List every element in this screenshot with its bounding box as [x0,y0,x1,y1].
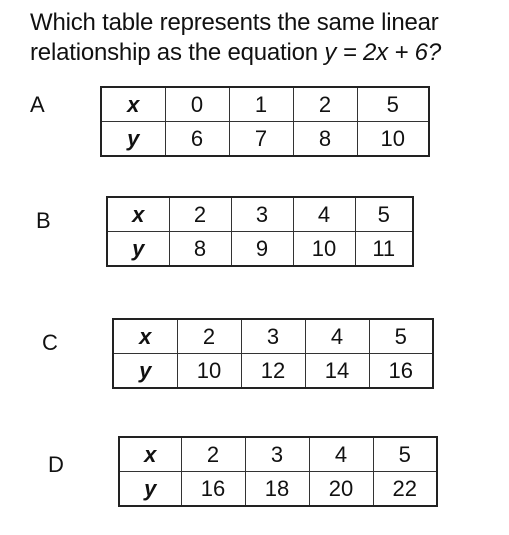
x-cell: 5 [357,87,429,122]
option-b-table [106,196,414,267]
table-row-y [113,354,433,389]
y-cell: 16 [181,472,245,507]
y-header: y [107,232,169,267]
y-cell: 18 [245,472,309,507]
y-header: y [113,354,177,389]
question-line-1: Which table represents the same linear [30,9,439,36]
table-row-x [101,87,429,122]
equation: y = 2x + 6? [324,39,441,66]
x-cell: 3 [245,437,309,472]
option-b-letter: B [36,208,51,233]
option-a-table [100,86,430,157]
y-cell: 14 [305,354,369,389]
y-header: y [119,472,181,507]
y-cell: 8 [169,232,231,267]
x-cell: 2 [293,87,357,122]
question-text [30,8,500,68]
x-cell: 5 [369,319,433,354]
x-cell: 4 [309,437,373,472]
y-cell: 6 [165,122,229,157]
table-row-x [107,197,413,232]
x-cell: 2 [177,319,241,354]
y-cell: 16 [369,354,433,389]
table-row-y [107,232,413,267]
option-a-letter: A [30,92,45,117]
question-line-2-prefix: relationship as the equation [30,39,325,66]
x-cell: 2 [169,197,231,232]
y-cell: 10 [177,354,241,389]
x-cell: 5 [355,197,413,232]
table-row-x [119,437,437,472]
x-cell: 1 [229,87,293,122]
y-cell: 11 [355,232,413,267]
y-cell: 22 [373,472,437,507]
question-line-2 [30,38,500,68]
y-cell: 9 [231,232,293,267]
x-cell: 0 [165,87,229,122]
x-cell: 3 [231,197,293,232]
y-cell: 7 [229,122,293,157]
x-header: x [119,437,181,472]
x-cell: 4 [305,319,369,354]
x-header: x [101,87,165,122]
x-cell: 3 [241,319,305,354]
x-cell: 2 [181,437,245,472]
y-cell: 20 [309,472,373,507]
x-cell: 4 [293,197,355,232]
option-d-letter: D [48,452,64,477]
x-cell: 5 [373,437,437,472]
option-d-table [118,436,438,507]
y-cell: 8 [293,122,357,157]
y-cell: 10 [357,122,429,157]
y-header: y [101,122,165,157]
option-c-table [112,318,434,389]
table-row-y [119,472,437,507]
x-header: x [107,197,169,232]
table-row-y [101,122,429,157]
table-row-x [113,319,433,354]
option-c-letter: C [42,330,58,355]
y-cell: 12 [241,354,305,389]
x-header: x [113,319,177,354]
y-cell: 10 [293,232,355,267]
